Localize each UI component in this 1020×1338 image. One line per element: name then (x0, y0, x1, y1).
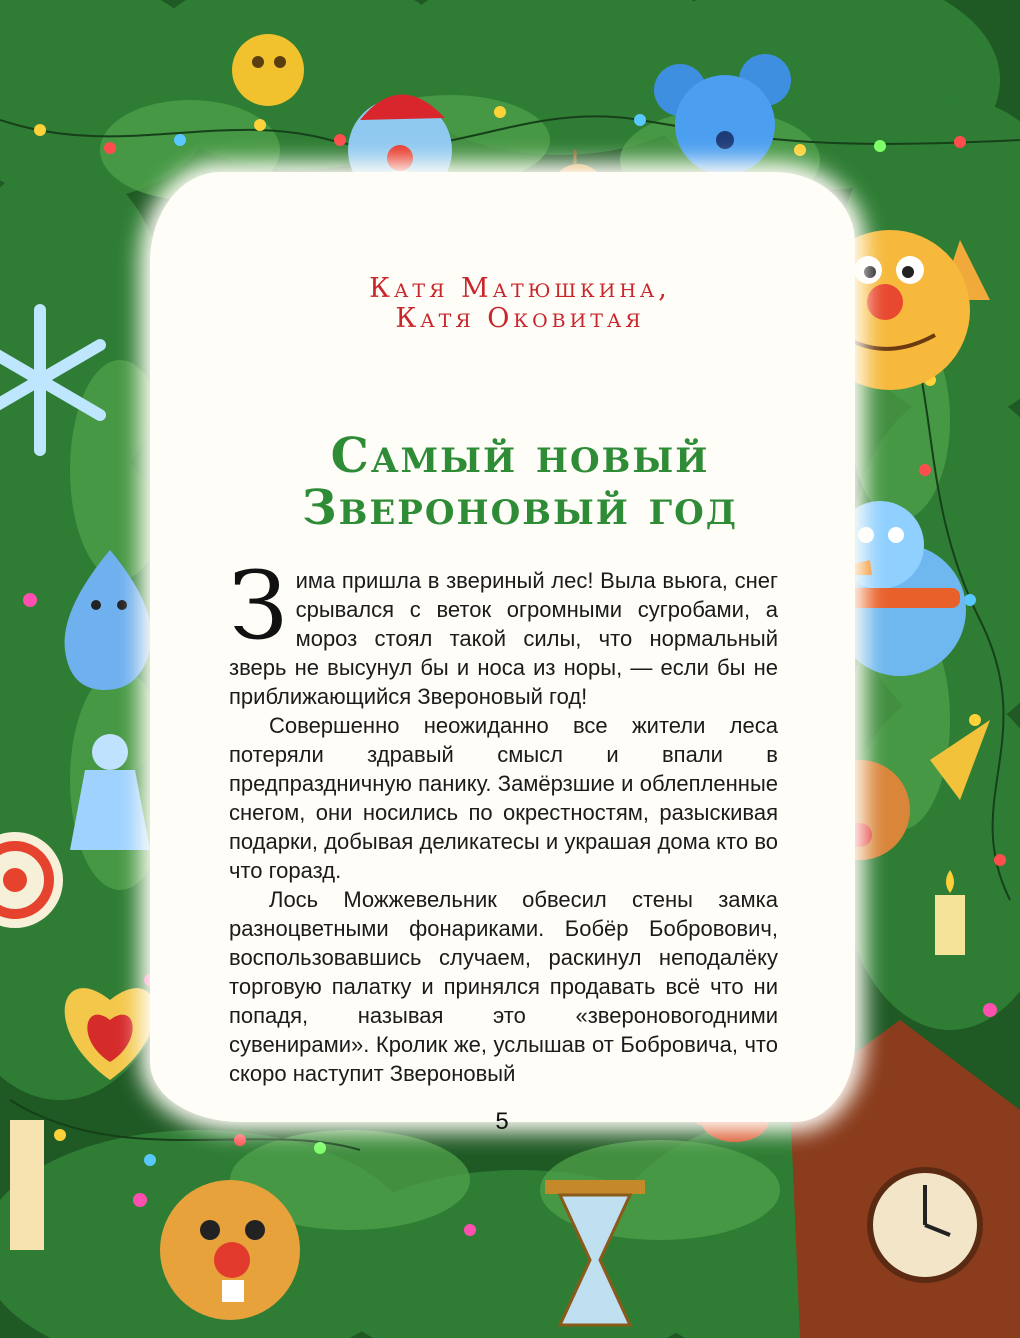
paragraph-1 (229, 552, 778, 711)
author-line-2: Катя Оковитая (395, 303, 645, 334)
paragraph-1-text: има пришла в звериный лес! Выла вьюга, снег срывался с веток огромными сугробами, а мороз стоял такой силы, что нормальный зверь не высунул бы и носа из норы, — если бы не приближающийся Звероновый год! (229, 568, 778, 709)
story-body (229, 552, 778, 1088)
button-ornament-icon (232, 34, 304, 106)
story-title (180, 430, 860, 534)
title-line-1: Самый новый (330, 428, 710, 484)
drop-cap: З (229, 552, 288, 661)
beaver-ornament-icon (160, 1180, 300, 1320)
author-line-1: Катя Матюшкина, (369, 273, 671, 304)
book-authors (200, 274, 840, 334)
paragraph-3: Лось Можжевельник обвесил стены замка разноцветными фонариками. Бобёр Бобровович, воспользовавшись случаем, раскинул неподалёку торговую палатку и принялся продавать всё что ни попадя, называя это «звероновогодними сувенирами». Кролик же, услышав от Бобровича, что скоро наступит Звероновый (229, 887, 778, 1086)
page-number: 5 (495, 1108, 509, 1135)
paragraph-2: Совершенно неожиданно все жители леса потеряли здравый смысл и впали в предпраздничную панику. Замёрзшие и облепленные снегом, они носились по окрестностям, разыскивая подарки, добывая деликатесы и украшая дома кто во что горазд. (229, 713, 778, 883)
title-line-2: Звероновый год (302, 480, 738, 536)
